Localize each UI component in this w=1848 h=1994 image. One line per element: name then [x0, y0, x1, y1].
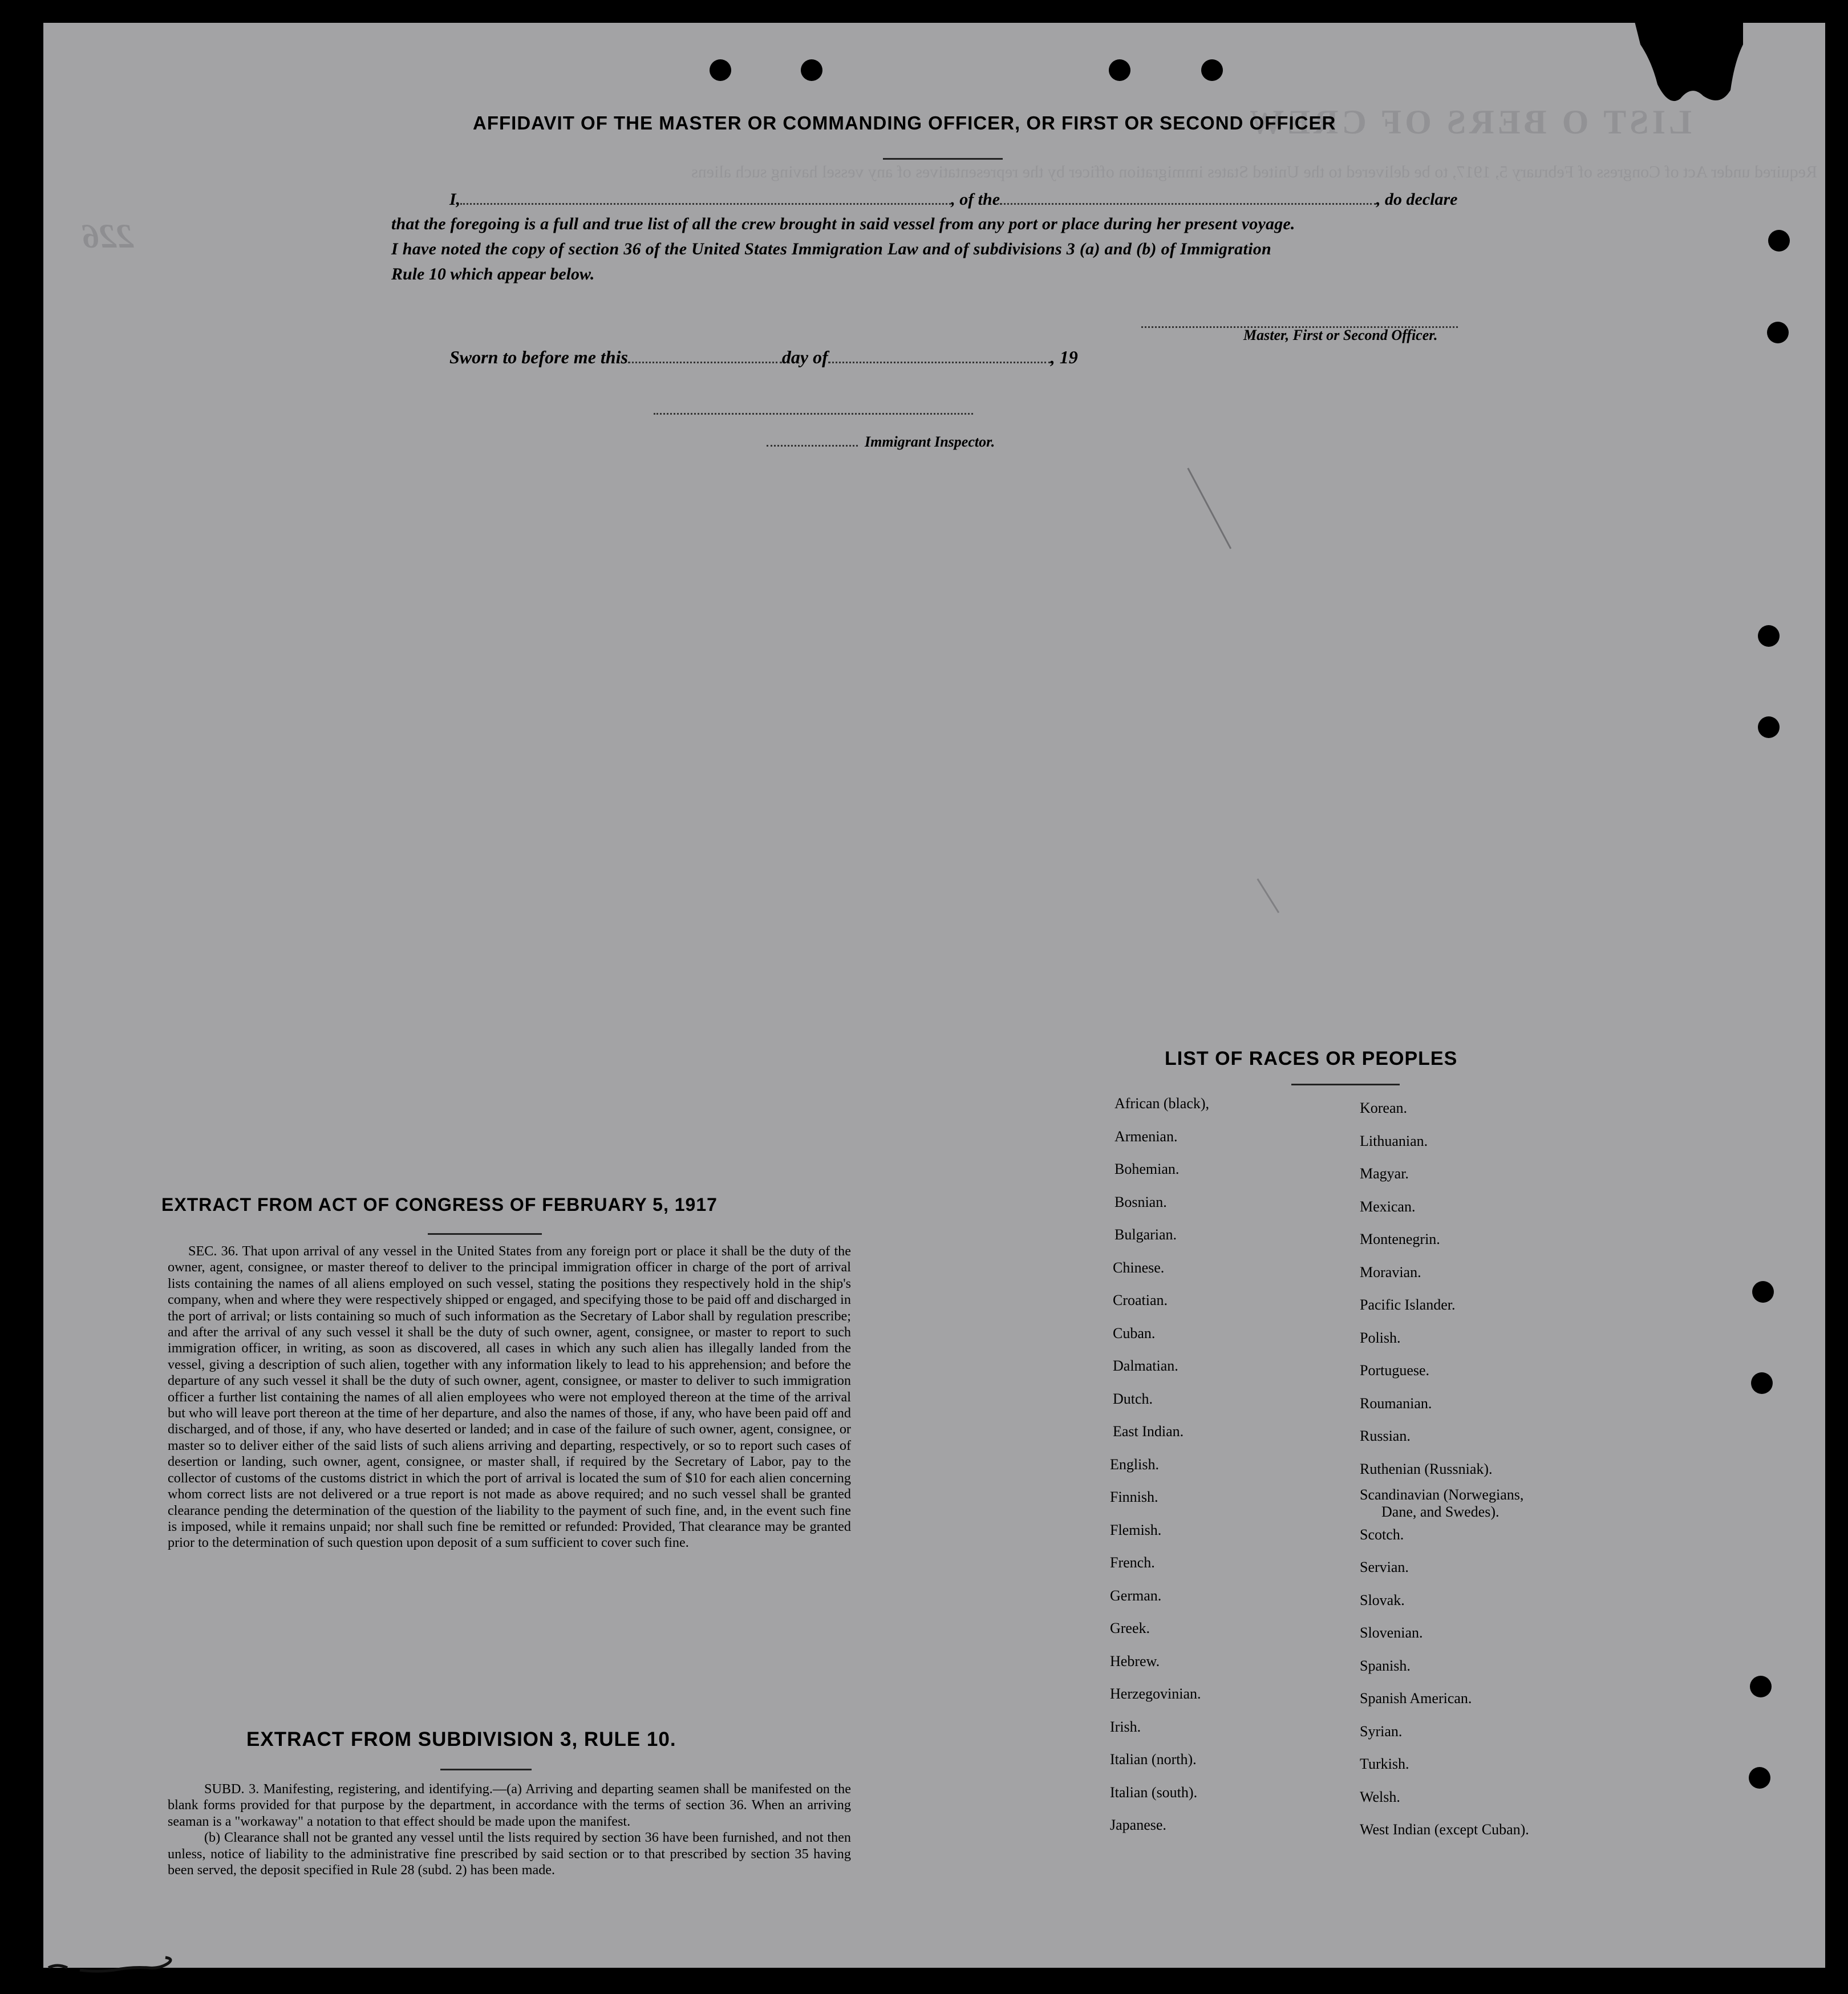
punch-hole	[1758, 625, 1780, 647]
bleed-through-header: LIST O BERS OF CREW	[1246, 103, 1692, 141]
divider	[440, 1769, 532, 1770]
race-item: Herzegovinian.	[1110, 1685, 1201, 1702]
affidavit-line-3: I have noted the copy of section 36 of the United States Immigration Law and of subdivisions 3 (a) and (b) of Immigration	[391, 240, 1272, 258]
race-item: Italian (north).	[1110, 1751, 1197, 1768]
affidavit-line-4: Rule 10 which appear below.	[391, 265, 595, 283]
race-item: Moravian.	[1360, 1263, 1421, 1280]
inspector-label: Immigrant Inspector.	[865, 433, 995, 450]
punch-hole	[1201, 59, 1223, 81]
race-item: Cuban.	[1113, 1324, 1156, 1342]
race-item: Ruthenian (Russniak).	[1360, 1460, 1493, 1477]
punch-hole	[801, 59, 822, 81]
race-item: Slovak.	[1360, 1591, 1405, 1608]
race-item: Lithuanian.	[1360, 1132, 1428, 1149]
race-item: Spanish.	[1360, 1657, 1411, 1674]
race-item: Syrian.	[1360, 1723, 1403, 1740]
race-item: Croatian.	[1113, 1292, 1168, 1308]
inspector-signature-blank-2[interactable]	[767, 431, 858, 447]
bleed-through-number: 226	[82, 217, 133, 255]
pencil-mark	[1257, 878, 1279, 913]
affidavit-line-2: that the foregoing is a full and true list of all the crew brought in said vessel from any port or place during her present voyage.	[391, 214, 1295, 233]
subd-b: (b) Clearance shall not be granted any vessel until the lists required by section 36 have been furnished, and not then unless, notice of liability to the administrative fine prescribed by said section or to that prescribed by section 35 having been served, the deposit specified in Rule 28 (subd. 2) has been made.	[168, 1830, 851, 1878]
race-item: West Indian (except Cuban).	[1360, 1821, 1529, 1838]
race-item: German.	[1110, 1587, 1162, 1604]
race-item: Italian (south).	[1110, 1784, 1198, 1801]
race-item: African (black),	[1115, 1095, 1210, 1112]
punch-hole	[1751, 1372, 1773, 1394]
race-item: Armenian.	[1115, 1128, 1178, 1145]
races-title: LIST OF RACES OR PEOPLES	[1165, 1048, 1458, 1069]
race-item: English.	[1110, 1456, 1159, 1473]
race-item: Dane, and Swedes).	[1381, 1503, 1500, 1520]
affidavit-title: AFFIDAVIT OF THE MASTER OR COMMANDING OFFICER, OR FIRST OR SECOND OFFICER	[473, 112, 1336, 133]
race-item: Dalmatian.	[1113, 1357, 1178, 1374]
race-item: French.	[1110, 1554, 1155, 1571]
punch-hole	[1752, 1281, 1774, 1303]
divider	[428, 1233, 542, 1235]
pencil-mark	[1187, 468, 1231, 549]
race-item: Hebrew.	[1110, 1652, 1160, 1669]
bleed-through-required: Required under Act of Congress of February 5, 1917, to be delivered to the United States immigration officer by the representatives of any vessel having such aliens	[691, 163, 1817, 181]
race-item: Finnish.	[1110, 1489, 1158, 1505]
punch-hole	[1109, 59, 1130, 81]
punch-hole	[1749, 1767, 1770, 1789]
race-item: Bosnian.	[1115, 1193, 1167, 1210]
document-page	[43, 23, 1825, 1968]
inspector-signature-blank[interactable]	[654, 399, 973, 415]
subd-a: SUBD. 3. Manifesting, registering, and identifying.—(a) Arriving and departing seamen shall be manifested on the blank forms provided for that purpose by the department, in accordance with the terms of section 36. When an arriving seaman is a "workaway" a notation to that effect should be made upon the manifest.	[168, 1781, 851, 1829]
race-item: Turkish.	[1360, 1756, 1409, 1772]
torn-corner	[1635, 22, 1743, 113]
name-blank[interactable]	[460, 189, 951, 205]
extract-rule-title: EXTRACT FROM SUBDIVISION 3, RULE 10.	[246, 1728, 676, 1750]
race-item: Japanese.	[1110, 1817, 1166, 1833]
race-item: Bohemian.	[1115, 1161, 1180, 1177]
race-item: Portuguese.	[1360, 1362, 1430, 1379]
vessel-blank[interactable]	[1000, 189, 1376, 205]
extract-act-text: SEC. 36. That upon arrival of any vessel in the United States from any foreign port or place it shall be the duty of the owner, agent, consignee, or master thereof to deliver to the principal immigration officer in charge of the port of arrival lists containing the names of all aliens employed on such vessel, stating the positions they respectively hold in the ship's company, when and where they were respectively shipped or engaged, and specifying those to be paid off and discharged in the port of arrival; or lists containing so much of such information as the Secretary of Labor shall by regulation prescribe; and after the arrival of any such vessel it shall be the duty of such owner, agent, consignee, or master to report to such immigration officer, in writing, as soon as discovered, all cases in which any such alien has illegally landed from the vessel, giving a description of such alien, together with any information likely to lead to his apprehension; and before the departure of any such vessel it shall be the duty of such owner, agent, consignee, or master to deliver to such immigration officer a further list containing the names of all alien employees who were not employed thereon at the time of the arrival but who will leave port thereon at the time of her departure, and also the names of those, if any, who have been paid off and discharged, and of those, if any, who have deserted or landed; and in case of the failure of such owner, agent, consignee, or master so to deliver either of the said lists of such aliens arriving and departing, respectively, or so to report such cases of desertion or landing, such owner, agent, consignee, or master shall, if required by the Secretary of Labor, pay to the collector of customs of the customs district in which the port of arrival is located the sum of $10 for each alien concerning whom correct lists are not delivered or a true report is not made as above required; and no such vessel shall be granted clearance pending the determination of the question of the liability to the payment of such fine, and, in the event such fine is imposed, while it remains unpaid; nor shall such fine be remitted or refunded: Provided, That clearance may be granted prior to the determination of such question upon deposit of a sum sufficient to cover such fine.	[168, 1243, 851, 1551]
race-item: Greek.	[1110, 1620, 1150, 1636]
divider	[1291, 1084, 1400, 1085]
race-item: Pacific Islander.	[1360, 1296, 1456, 1313]
race-item: Mexican.	[1360, 1198, 1416, 1215]
race-item: Chinese.	[1113, 1259, 1165, 1276]
sworn-line: Sworn to before me this day of , 19	[449, 347, 1078, 367]
master-signature-label: Master, First or Second Officer.	[1243, 327, 1438, 343]
race-item: Dutch.	[1113, 1390, 1153, 1407]
race-item: Korean.	[1360, 1100, 1408, 1116]
punch-hole	[1767, 322, 1789, 343]
punch-hole	[1750, 1676, 1772, 1697]
handwritten-mark	[46, 1951, 183, 1985]
extract-rule-text	[168, 1781, 851, 1878]
punch-hole	[1768, 230, 1790, 252]
race-item: Flemish.	[1110, 1521, 1162, 1538]
race-item: Roumanian.	[1360, 1395, 1432, 1412]
punch-hole	[1758, 716, 1780, 738]
race-item: Scandinavian (Norwegians,	[1360, 1486, 1524, 1503]
month-blank[interactable]	[828, 348, 1051, 363]
race-item: Bulgarian.	[1115, 1226, 1177, 1243]
affidavit-line-1: I, , of the , do declare	[449, 190, 1458, 209]
punch-hole	[710, 59, 731, 81]
master-signature-blank[interactable]	[1141, 313, 1458, 328]
race-item: Servian.	[1360, 1559, 1409, 1575]
day-blank[interactable]	[628, 348, 782, 363]
race-item: Spanish American.	[1360, 1690, 1472, 1707]
race-item: Magyar.	[1360, 1165, 1409, 1182]
race-item: Polish.	[1360, 1329, 1401, 1346]
extract-act-title: EXTRACT FROM ACT OF CONGRESS OF FEBRUARY 5, 1917	[161, 1194, 718, 1215]
race-item: Montenegrin.	[1360, 1231, 1440, 1247]
race-item: Slovenian.	[1360, 1624, 1423, 1641]
race-item: Russian.	[1360, 1428, 1411, 1444]
divider	[883, 158, 1003, 160]
race-item: Scotch.	[1360, 1526, 1404, 1543]
race-item: Irish.	[1110, 1718, 1141, 1735]
race-item: East Indian.	[1113, 1423, 1184, 1440]
race-item: Welsh.	[1360, 1788, 1400, 1805]
